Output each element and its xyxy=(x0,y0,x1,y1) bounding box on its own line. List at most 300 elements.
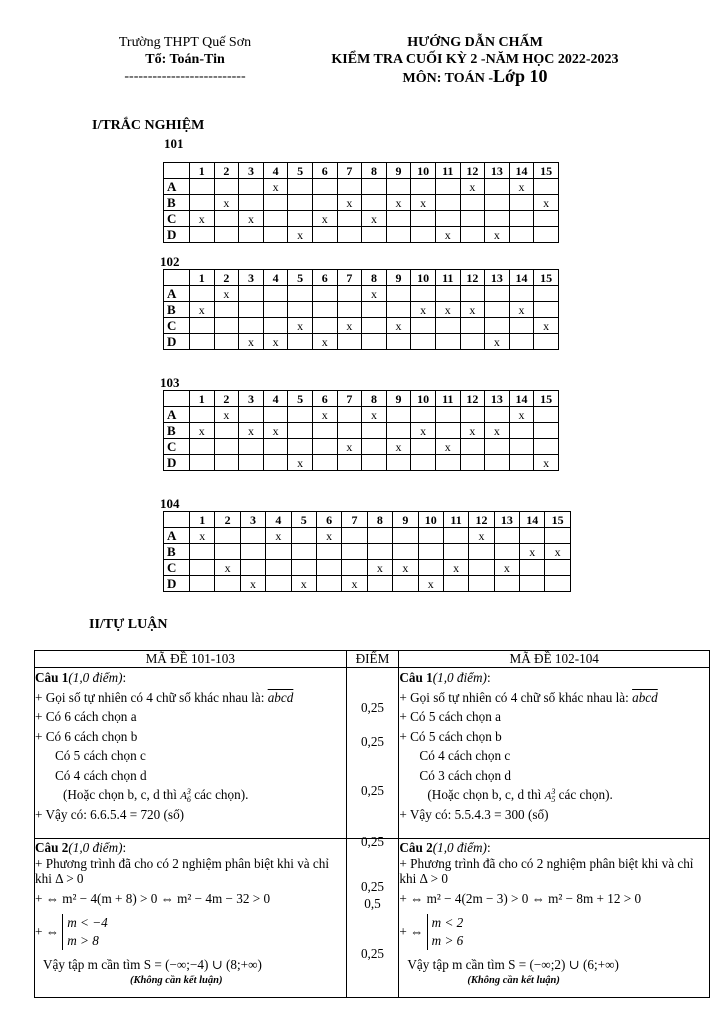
answer-cell xyxy=(485,302,510,318)
arrangement-symbol: A xyxy=(180,790,187,802)
answer-cell xyxy=(263,439,288,455)
answer-cell xyxy=(545,560,570,576)
q1-step-d: Có 4 cách chọn d xyxy=(55,767,147,783)
corner-cell xyxy=(164,270,190,286)
answer-cell xyxy=(190,576,215,592)
question-number: 3 xyxy=(240,512,265,528)
abcd-number: abcd xyxy=(632,689,658,705)
answer-header-row xyxy=(164,512,571,528)
q2-scores xyxy=(346,839,399,998)
answer-cell xyxy=(263,195,288,211)
option-label: D xyxy=(164,576,190,592)
answer-mark: x xyxy=(342,576,367,592)
answer-cell xyxy=(312,302,337,318)
option-label: B xyxy=(164,544,190,560)
answer-cell xyxy=(534,407,559,423)
q1-step-b: + Có 5 cách chọn b xyxy=(399,728,502,744)
answer-cell xyxy=(469,560,494,576)
answer-cell xyxy=(386,334,411,350)
q2-result: Vậy tập m cần tìm S = (−∞;−4) ∪ (8;+∞) xyxy=(43,956,262,972)
answer-cell xyxy=(312,439,337,455)
q1-step-a: + Có 5 cách chọn a xyxy=(399,709,501,724)
answer-mark: x xyxy=(386,439,411,455)
q2-result: Vậy tập m cần tìm S = (−∞;2) ∪ (6;+∞) xyxy=(407,956,619,972)
answer-cell xyxy=(435,211,460,227)
answer-mark: x xyxy=(337,318,362,334)
q2-case-2: m > 8 xyxy=(67,932,99,948)
answer-cell xyxy=(239,286,264,302)
section-essay: II/TỰ LUẬN xyxy=(89,617,168,632)
answer-cell xyxy=(520,528,545,544)
answer-cell xyxy=(545,528,570,544)
answer-cell xyxy=(494,544,519,560)
q1-step-b: + Có 6 cách chọn b xyxy=(35,728,138,744)
answer-cell xyxy=(386,179,411,195)
question-number: 11 xyxy=(443,512,468,528)
answer-cell xyxy=(214,302,239,318)
answer-mark: x xyxy=(190,528,215,544)
question-number: 5 xyxy=(288,391,313,407)
answer-mark: x xyxy=(386,195,411,211)
q2-right xyxy=(399,839,710,998)
answer-row-d xyxy=(164,227,559,243)
answer-cell xyxy=(190,334,215,350)
option-label: D xyxy=(164,334,190,350)
question-number: 8 xyxy=(362,270,387,286)
answer-cell xyxy=(240,560,265,576)
option-label: C xyxy=(164,211,190,227)
answer-cell xyxy=(411,211,436,227)
score: 0,5 xyxy=(364,896,381,911)
answer-cell xyxy=(435,407,460,423)
answer-cell xyxy=(288,439,313,455)
exam-code-102: 102 xyxy=(160,254,180,269)
answer-cell xyxy=(494,576,519,592)
answer-mark: x xyxy=(435,227,460,243)
question-number: 5 xyxy=(288,270,313,286)
answer-cell xyxy=(316,544,341,560)
answer-cell xyxy=(312,318,337,334)
question-number: 14 xyxy=(509,270,534,286)
answer-mark: x xyxy=(214,286,239,302)
answer-cell xyxy=(190,318,215,334)
answer-mark: x xyxy=(190,423,215,439)
answer-mark: x xyxy=(239,334,264,350)
answer-cell xyxy=(460,439,485,455)
answer-mark: x xyxy=(460,302,485,318)
answer-mark: x xyxy=(240,576,265,592)
answer-cell xyxy=(534,423,559,439)
answer-cell xyxy=(435,318,460,334)
q2-intro: + Phương trình đã cho có 2 nghiệm phân biệt khi và chỉ khi Δ > 0 xyxy=(399,856,694,886)
answer-mark: x xyxy=(534,318,559,334)
answer-cell xyxy=(534,439,559,455)
answer-cell xyxy=(485,318,510,334)
answer-cell xyxy=(509,318,534,334)
answer-cell xyxy=(362,179,387,195)
answer-mark: x xyxy=(312,407,337,423)
q2-equation: + ⇔ m² − 4(2m − 3) > 0 ⇔ m² − 8m + 12 > 0 xyxy=(399,891,642,906)
answer-cell xyxy=(460,211,485,227)
answer-cell xyxy=(263,227,288,243)
question-number: 2 xyxy=(214,391,239,407)
answer-mark: x xyxy=(263,179,288,195)
answer-cell xyxy=(190,179,215,195)
question-number: 8 xyxy=(362,391,387,407)
answer-cell xyxy=(411,179,436,195)
answer-cell xyxy=(214,227,239,243)
exam-code-101: 101 xyxy=(164,136,184,151)
answer-mark: x xyxy=(418,576,443,592)
q2-case-prefix: + ⇔ xyxy=(35,923,59,939)
answer-row-c xyxy=(164,439,559,455)
answer-header-row xyxy=(164,270,559,286)
answer-mark: x xyxy=(312,334,337,350)
question-2-row xyxy=(35,839,710,998)
col-header-score: ĐIỂM xyxy=(346,651,399,668)
answer-cell xyxy=(485,455,510,471)
answer-cell xyxy=(362,227,387,243)
answer-cell xyxy=(239,179,264,195)
q1-title: Câu 1 xyxy=(399,670,433,685)
answer-cell xyxy=(386,302,411,318)
q1-colon: : xyxy=(122,670,127,685)
answer-mark: x xyxy=(288,455,313,471)
answer-cell xyxy=(411,439,436,455)
question-number: 4 xyxy=(263,391,288,407)
answer-cell xyxy=(460,286,485,302)
q2-points: (1,0 điểm) xyxy=(68,840,123,855)
question-number: 13 xyxy=(494,512,519,528)
option-label: B xyxy=(164,195,190,211)
question-number: 14 xyxy=(509,391,534,407)
answer-cell xyxy=(337,227,362,243)
answer-row-a xyxy=(164,286,559,302)
answer-mark: x xyxy=(393,560,418,576)
answer-cell xyxy=(266,560,291,576)
answer-cell xyxy=(239,195,264,211)
question-number: 10 xyxy=(411,163,436,179)
question-number: 1 xyxy=(190,270,215,286)
answer-row-c xyxy=(164,560,571,576)
answer-cell xyxy=(337,423,362,439)
question-number: 14 xyxy=(509,163,534,179)
option-label: D xyxy=(164,455,190,471)
question-number: 15 xyxy=(545,512,570,528)
answer-cell xyxy=(288,423,313,439)
option-label: A xyxy=(164,407,190,423)
answer-cell xyxy=(362,302,387,318)
col-header-right: MÃ ĐỀ 102-104 xyxy=(399,651,710,668)
answer-cell xyxy=(263,318,288,334)
answer-cell xyxy=(460,318,485,334)
question-number: 13 xyxy=(485,391,510,407)
answer-cell xyxy=(393,528,418,544)
header-left xyxy=(60,34,310,85)
score: 0,25 xyxy=(360,879,385,894)
answer-cell xyxy=(337,455,362,471)
answer-mark: x xyxy=(337,439,362,455)
answer-cell xyxy=(485,211,510,227)
answer-cell xyxy=(239,455,264,471)
q1-points: (1,0 điểm) xyxy=(68,670,123,685)
col-header-left: MÃ ĐỀ 101-103 xyxy=(35,651,347,668)
answer-mark: x xyxy=(288,227,313,243)
grade: Lớp 10 xyxy=(493,66,548,86)
question-number: 12 xyxy=(460,163,485,179)
answer-cell xyxy=(386,455,411,471)
q2-title: Câu 2 xyxy=(35,840,69,855)
question-number: 12 xyxy=(460,391,485,407)
answer-cell xyxy=(485,407,510,423)
question-number: 8 xyxy=(362,163,387,179)
answer-mark: x xyxy=(460,179,485,195)
answer-cell xyxy=(520,576,545,592)
answer-row-c xyxy=(164,211,559,227)
answer-cell xyxy=(239,439,264,455)
answer-cell xyxy=(485,439,510,455)
essay-table xyxy=(34,650,710,998)
answer-mark: x xyxy=(485,423,510,439)
answer-cell xyxy=(485,195,510,211)
question-number: 1 xyxy=(190,391,215,407)
answer-cell xyxy=(342,560,367,576)
answer-cell xyxy=(393,544,418,560)
department: Tổ: Toán-Tin xyxy=(145,52,225,67)
q1-right xyxy=(399,668,710,839)
answer-cell xyxy=(214,423,239,439)
answer-mark: x xyxy=(215,560,240,576)
answer-cell xyxy=(288,179,313,195)
arrangement-sub: 6 xyxy=(186,794,191,804)
question-number: 6 xyxy=(316,512,341,528)
answer-table-103 xyxy=(163,390,559,471)
option-label: C xyxy=(164,560,190,576)
q1-alt-post: các chọn). xyxy=(194,787,249,802)
answer-mark: x xyxy=(534,195,559,211)
answer-cell xyxy=(367,544,392,560)
answer-cell xyxy=(435,195,460,211)
q2-note: (Không cần kết luận) xyxy=(130,975,223,986)
question-number: 7 xyxy=(337,270,362,286)
answer-cell xyxy=(312,179,337,195)
question-number: 7 xyxy=(337,163,362,179)
answer-cell xyxy=(337,302,362,318)
q1-left xyxy=(35,668,347,839)
q1-step-d: Có 3 cách chọn d xyxy=(419,767,511,783)
score: 0,25 xyxy=(360,834,385,849)
answer-mark: x xyxy=(509,302,534,318)
answer-mark: x xyxy=(214,407,239,423)
answer-mark: x xyxy=(312,211,337,227)
option-label: C xyxy=(164,439,190,455)
q2-colon: : xyxy=(122,840,127,855)
answer-cell xyxy=(291,528,316,544)
answer-mark: x xyxy=(469,528,494,544)
answer-cell xyxy=(288,286,313,302)
score: 0,25 xyxy=(360,946,385,961)
question-number: 12 xyxy=(469,512,494,528)
q1-alternative xyxy=(35,785,346,805)
question-number: 6 xyxy=(312,163,337,179)
q1-step-c: Có 4 cách chọn c xyxy=(419,748,511,763)
answer-cell xyxy=(214,179,239,195)
answer-cell xyxy=(337,286,362,302)
answer-row-b xyxy=(164,423,559,439)
q1-alt-post: các chọn). xyxy=(558,787,613,802)
answer-mark: x xyxy=(411,302,436,318)
answer-cell xyxy=(418,560,443,576)
essay-header-row xyxy=(35,651,710,668)
option-label: B xyxy=(164,302,190,318)
question-number: 15 xyxy=(534,163,559,179)
answer-cell xyxy=(509,455,534,471)
subject-line xyxy=(320,68,630,87)
question-number: 10 xyxy=(411,391,436,407)
answer-mark: x xyxy=(509,179,534,195)
answer-cell xyxy=(460,334,485,350)
question-number: 9 xyxy=(386,270,411,286)
question-number: 4 xyxy=(263,270,288,286)
answer-cell xyxy=(435,423,460,439)
answer-cell xyxy=(214,439,239,455)
q2-colon: : xyxy=(486,840,491,855)
answer-cell xyxy=(411,407,436,423)
q2-case-prefix: + ⇔ xyxy=(399,923,424,939)
question-number: 10 xyxy=(418,512,443,528)
q2-note: (Không cần kết luận) xyxy=(467,975,560,986)
answer-row-b xyxy=(164,195,559,211)
answer-cell xyxy=(460,455,485,471)
answer-cell xyxy=(312,423,337,439)
answer-cell xyxy=(239,407,264,423)
answer-cell xyxy=(342,544,367,560)
answer-cell xyxy=(263,302,288,318)
answer-cell xyxy=(240,528,265,544)
question-1-row xyxy=(35,668,710,839)
q1-result: + Vậy có: 6.6.5.4 = 720 (số) xyxy=(35,806,185,822)
answer-cell xyxy=(386,407,411,423)
school-name: Trường THPT Quế Sơn xyxy=(118,35,252,50)
answer-row-b xyxy=(164,302,559,318)
answer-cell xyxy=(469,544,494,560)
option-label: B xyxy=(164,423,190,439)
answer-cell xyxy=(367,528,392,544)
answer-mark: x xyxy=(485,227,510,243)
question-number: 13 xyxy=(485,270,510,286)
answer-cell xyxy=(411,318,436,334)
answer-cell xyxy=(190,439,215,455)
answer-cell xyxy=(288,302,313,318)
answer-cell xyxy=(411,286,436,302)
option-label: D xyxy=(164,227,190,243)
divider-dashes: -------------------------- xyxy=(124,69,246,84)
answer-cell xyxy=(534,286,559,302)
answer-cell xyxy=(214,211,239,227)
question-number: 5 xyxy=(288,163,313,179)
answer-row-d xyxy=(164,576,571,592)
answer-cell xyxy=(190,227,215,243)
question-number: 8 xyxy=(367,512,392,528)
question-number: 14 xyxy=(520,512,545,528)
question-number: 4 xyxy=(263,163,288,179)
answer-cell xyxy=(534,211,559,227)
answer-cell xyxy=(239,227,264,243)
answer-cell xyxy=(367,576,392,592)
answer-cell xyxy=(190,455,215,471)
question-number: 15 xyxy=(534,391,559,407)
header-right xyxy=(320,34,630,87)
corner-cell xyxy=(164,391,190,407)
answer-cell xyxy=(411,334,436,350)
answer-cell xyxy=(460,227,485,243)
answer-cell xyxy=(520,560,545,576)
answer-cell xyxy=(509,227,534,243)
answer-mark: x xyxy=(411,423,436,439)
answer-cell xyxy=(312,195,337,211)
q1-points: (1,0 điểm) xyxy=(432,670,487,685)
answer-mark: x xyxy=(443,560,468,576)
answer-row-a xyxy=(164,179,559,195)
question-number: 7 xyxy=(337,391,362,407)
score: 0,25 xyxy=(360,700,385,715)
q2-case-2: m > 6 xyxy=(431,932,464,948)
answer-cell xyxy=(263,211,288,227)
answer-cell xyxy=(509,423,534,439)
answer-cell xyxy=(443,528,468,544)
answer-cell xyxy=(190,286,215,302)
answer-cell xyxy=(418,544,443,560)
answer-mark: x xyxy=(266,528,291,544)
answer-cell xyxy=(215,576,240,592)
answer-row-d xyxy=(164,334,559,350)
answer-cell xyxy=(534,302,559,318)
arrangement-sup: 3 xyxy=(186,786,191,796)
answer-cell xyxy=(312,455,337,471)
answer-cell xyxy=(190,560,215,576)
answer-cell xyxy=(362,195,387,211)
answer-mark: x xyxy=(386,318,411,334)
answer-cell xyxy=(288,195,313,211)
score: 0,25 xyxy=(360,783,385,798)
answer-cell xyxy=(288,407,313,423)
answer-cell xyxy=(362,439,387,455)
answer-row-d xyxy=(164,455,559,471)
q1-alt-pre: (Hoặc chọn b, c, d thì xyxy=(427,787,542,802)
answer-cell xyxy=(534,227,559,243)
answer-cell xyxy=(469,576,494,592)
question-number: 2 xyxy=(214,163,239,179)
arrangement-sup: 3 xyxy=(551,786,556,796)
answer-cell xyxy=(362,334,387,350)
answer-cell xyxy=(362,423,387,439)
answer-cell xyxy=(393,576,418,592)
question-number: 2 xyxy=(215,512,240,528)
q2-equation: + ⇔ m² − 4(m + 8) > 0 ⇔ m² − 4m − 32 > 0 xyxy=(35,891,271,906)
question-number: 3 xyxy=(239,270,264,286)
option-label: C xyxy=(164,318,190,334)
answer-cell xyxy=(190,407,215,423)
answer-cell xyxy=(485,286,510,302)
question-number: 1 xyxy=(190,512,215,528)
answer-cell xyxy=(418,528,443,544)
q1-alternative xyxy=(399,785,709,805)
answer-cell xyxy=(337,407,362,423)
question-number: 11 xyxy=(435,391,460,407)
q1-scores xyxy=(346,668,399,849)
answer-mark: x xyxy=(460,423,485,439)
answer-cell xyxy=(534,179,559,195)
